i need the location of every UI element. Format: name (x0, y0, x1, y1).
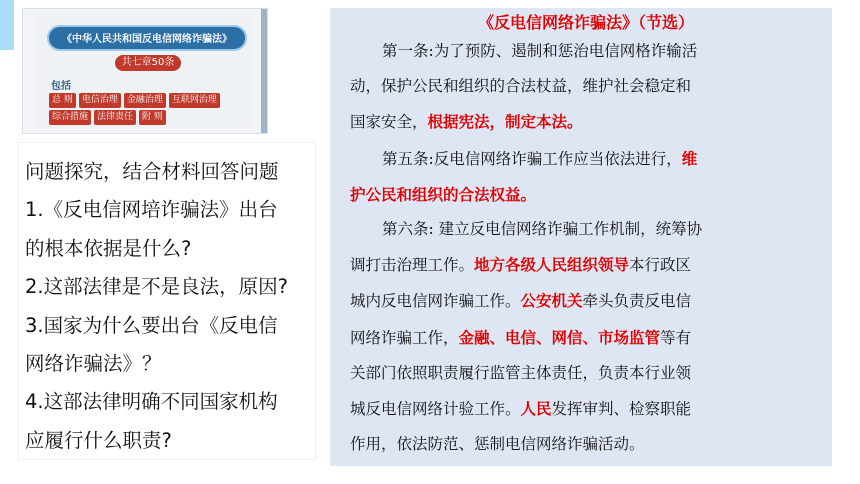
chapter-tags-row-1 (49, 93, 220, 108)
contains-label: 包括 (51, 81, 71, 92)
article-text: 国家安全， (350, 113, 428, 132)
law-banner: 《中华人民共和国反电信网络诈骗法》 (47, 25, 247, 51)
chapter-tag: 总 则 (49, 93, 76, 108)
article-highlight: 维 (681, 148, 698, 168)
article-line: 第六条: 建立反电信网络诈骗工作机制，统筹协 (382, 220, 703, 239)
article-text: 调打击治理工作。 (350, 256, 475, 275)
article-text: 等有 (660, 328, 692, 347)
article-text: 城内反电信网诈骗工作。 (350, 292, 521, 311)
article-line: 动，保护公民和组织的合法杖益，维护社会稳定和 (350, 77, 692, 96)
accent-bar (0, 0, 14, 50)
question-line: 2.这部法律是不是良法，原因? (25, 275, 288, 299)
article-line (350, 141, 822, 177)
chapter-tag: 综合措施 (49, 110, 91, 125)
chapter-tag: 互联网治理 (169, 93, 220, 108)
chapter-tag: 电信治理 (79, 93, 121, 108)
chapter-tags-row-2 (49, 110, 166, 125)
question-heading: 问题探究，结合材料回答问题 (25, 160, 279, 183)
article-highlight: 护公民和组织的合法权益。 (350, 184, 537, 204)
article-line (350, 391, 822, 427)
law-summary-panel (37, 17, 253, 127)
article-text: 网络诈骗工作， (350, 328, 459, 347)
question-line: 网络诈骗法》？ (25, 352, 162, 376)
article-highlight: 地方各级人民组织领导 (474, 255, 630, 275)
article-text: 本行政区 (629, 256, 692, 275)
question-line: 4.这部法律明确不同国家机构 (25, 390, 278, 414)
article-highlight: 人民 (520, 399, 552, 419)
chapter-tag: 金融治理 (124, 93, 166, 108)
article-line (350, 247, 822, 283)
article-line: 关部门依照职责履行监管主体责任，负责本行业领 (350, 363, 692, 382)
question-line: 的根本依据是什么? (25, 236, 192, 260)
article-highlight: 公安机关 (520, 291, 583, 311)
article-line: 第一条:为了预防、遏制和惩治电信网格诈输活 (382, 42, 698, 60)
chapter-count-badge: 共七章50条 (115, 55, 181, 71)
question-line: 3.国家为什么要出台《反电信 (25, 313, 278, 337)
article-line (350, 320, 822, 356)
article-highlight: 金融、电信、网信、市场监管 (458, 327, 661, 347)
question-line: 1.《反电信网培诈骗法》出台 (25, 198, 278, 222)
question-box (18, 142, 316, 460)
chapter-tag: 附 则 (139, 110, 166, 125)
article-title: 《反电信网络诈骗法》（节选） (477, 13, 694, 32)
chapter-tag: 法律责任 (94, 110, 136, 125)
article-text: 第五条:反电信网络诈骗工作应当依法进行， (382, 149, 682, 168)
article-line (350, 283, 822, 319)
article-line: 作用，依法防范、惩制电信网络诈骗活动。 (350, 435, 645, 454)
article-highlight: 根据宪法，制定本法。 (427, 112, 583, 132)
law-summary-image (22, 8, 268, 134)
article-text: 发挥审判、检察职能 (551, 400, 692, 419)
article-text: 城反电信网络计验工作。 (350, 400, 521, 419)
article-text: 牵头负责反电信 (582, 292, 692, 311)
article-excerpt (330, 8, 832, 466)
image-edge (261, 9, 267, 133)
question-line: 应履行什么职责? (25, 428, 172, 452)
article-line (350, 104, 822, 140)
